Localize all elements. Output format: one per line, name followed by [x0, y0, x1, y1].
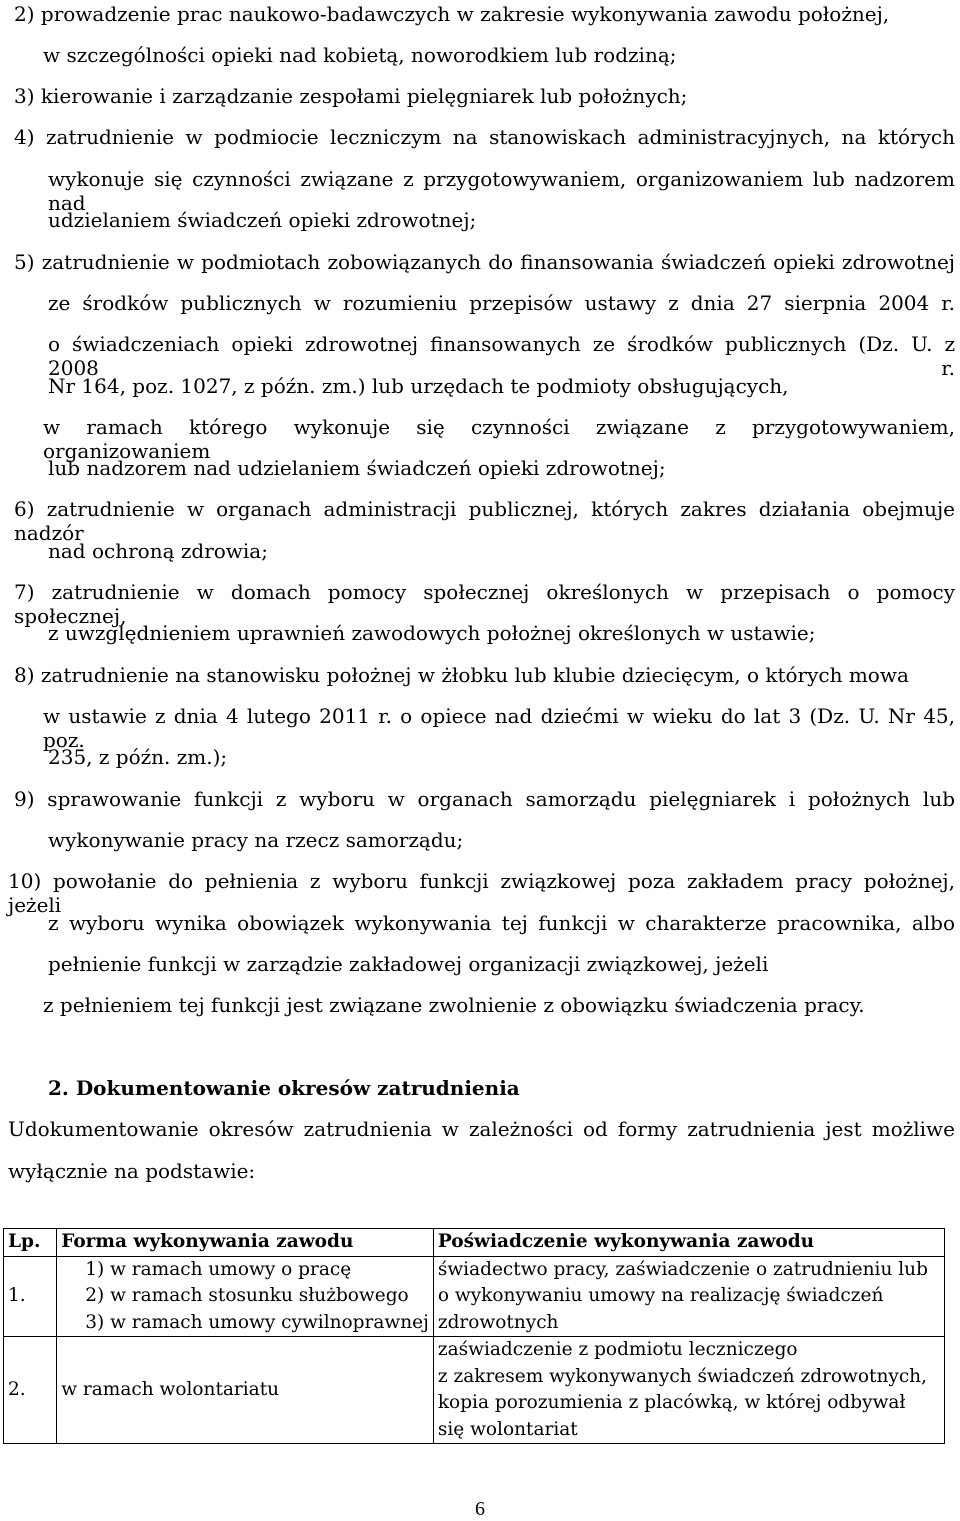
- cell-forma: [57, 1337, 434, 1444]
- poswiadczenie-line: o wykonywaniu umowy na realizację świadczeń: [437, 1285, 884, 1306]
- list-item-5-cont: lub nadzorem nad udzielaniem świadczeń opieki zdrowotnej;: [48, 456, 666, 480]
- section-heading: 2. Dokumentowanie okresów zatrudnienia: [48, 1076, 520, 1100]
- cell-poswiadczenie: [433, 1337, 944, 1444]
- list-item-5-cont: w ramach którego wykonuje się czynności związane z przygotowywaniem, organizowaniem: [43, 415, 955, 463]
- forma-line: 2) w ramach stosunku służbowego: [85, 1285, 409, 1306]
- list-item-10-cont: z wyboru wynika obowiązek wykonywania tej funkcji w charakterze pracownika, albo: [48, 911, 955, 935]
- list-item-8: 8) zatrudnienie na stanowisku położnej w żłobku lub klubie dziecięcym, o których mowa: [14, 663, 909, 687]
- list-item-5-cont: Nr 164, poz. 1027, z późn. zm.) lub urzędach te podmioty obsługujących,: [48, 374, 789, 398]
- header-poswiadczenie: Poświadczenie wykonywania zawodu: [433, 1229, 944, 1257]
- table-row: [4, 1337, 945, 1444]
- employment-documents-table: [3, 1228, 945, 1444]
- table-header-row: [4, 1229, 945, 1257]
- section-intro-cont: wyłącznie na podstawie:: [8, 1159, 256, 1183]
- forma-line: 3) w ramach umowy cywilnoprawnej: [85, 1311, 429, 1333]
- page-number: 6: [475, 1498, 485, 1520]
- poswiadczenie-line: kopia porozumienia z placówką, w której odbywał: [437, 1392, 906, 1413]
- list-item-6: 6) zatrudnienie w organach administracji publicznej, których zakres działania obejmuje nadzór: [14, 497, 955, 545]
- list-item-3: 3) kierowanie i zarządzanie zespołami pielęgniarek lub położnych;: [14, 84, 688, 108]
- list-item-8-cont: 235, z późn. zm.);: [48, 745, 228, 769]
- list-item-10-cont: z pełnieniem tej funkcji jest związane zwolnienie z obowiązku świadczenia pracy.: [43, 993, 865, 1017]
- list-item-4-cont: wykonuje się czynności związane z przygotowywaniem, organizowaniem lub nadzorem nad: [48, 167, 955, 215]
- list-item-9-cont: wykonywanie pracy na rzecz samorządu;: [48, 828, 464, 852]
- list-item-7-cont: z uwzględnieniem uprawnień zawodowych położnej określonych w ustawie;: [48, 621, 816, 645]
- forma-line: 1) w ramach umowy o pracę: [85, 1258, 352, 1280]
- list-item-9: 9) sprawowanie funkcji z wyboru w organach samorządu pielęgniarek i położnych lub: [14, 787, 955, 811]
- list-item-6-cont: nad ochroną zdrowia;: [48, 539, 268, 563]
- list-item-5: 5) zatrudnienie w podmiotach zobowiązanych do finansowania świadczeń opieki zdrowotnej: [14, 250, 955, 274]
- cell-forma: [57, 1256, 434, 1337]
- poswiadczenie-line: z zakresem wykonywanych świadczeń zdrowotnych,: [437, 1365, 927, 1387]
- table-row: [4, 1256, 945, 1337]
- list-item-5-cont: o świadczeniach opieki zdrowotnej finansowanych ze środków publicznych (Dz. U. z 2008 r.: [48, 332, 955, 380]
- list-item-4: 4) zatrudnienie w podmiocie leczniczym na stanowiskach administracyjnych, na których: [14, 125, 955, 149]
- forma-line: w ramach wolontariatu: [61, 1378, 280, 1400]
- header-forma: Forma wykonywania zawodu: [57, 1229, 434, 1257]
- poswiadczenie-line: świadectwo pracy, zaświadczenie o zatrudnieniu lub: [437, 1258, 928, 1280]
- list-item-10-cont: pełnienie funkcji w zarządzie zakładowej organizacji związkowej, jeżeli: [48, 952, 769, 976]
- cell-lp: 1.: [4, 1256, 57, 1337]
- list-item-5-cont: ze środków publicznych w rozumieniu przepisów ustawy z dnia 27 sierpnia 2004 r.: [48, 291, 955, 315]
- header-lp: Lp.: [4, 1229, 57, 1257]
- list-item-2-cont: w szczególności opieki nad kobietą, noworodkiem lub rodziną;: [43, 43, 677, 67]
- list-item-2: 2) prowadzenie prac naukowo-badawczych w zakresie wykonywania zawodu położnej,: [14, 2, 890, 26]
- cell-poswiadczenie: [433, 1256, 944, 1337]
- list-item-8-cont: w ustawie z dnia 4 lutego 2011 r. o opiece nad dziećmi w wieku do lat 3 (Dz. U. Nr 45, poz.: [43, 704, 955, 752]
- list-item-4-cont: udzielaniem świadczeń opieki zdrowotnej;: [48, 208, 477, 232]
- poswiadczenie-line: się wolontariat: [437, 1418, 578, 1440]
- section-intro: Udokumentowanie okresów zatrudnienia w zależności od formy zatrudnienia jest możliwe: [8, 1117, 955, 1141]
- list-item-7: 7) zatrudnienie w domach pomocy społecznej określonych w przepisach o pomocy społecznej,: [14, 580, 955, 628]
- cell-lp: 2.: [4, 1337, 57, 1444]
- list-item-10: 10) powołanie do pełnienia z wyboru funkcji związkowej poza zakładem pracy położnej, jeżeli: [8, 869, 955, 917]
- poswiadczenie-line: zaświadczenie z podmiotu leczniczego: [437, 1339, 798, 1360]
- poswiadczenie-line: zdrowotnych: [437, 1311, 559, 1333]
